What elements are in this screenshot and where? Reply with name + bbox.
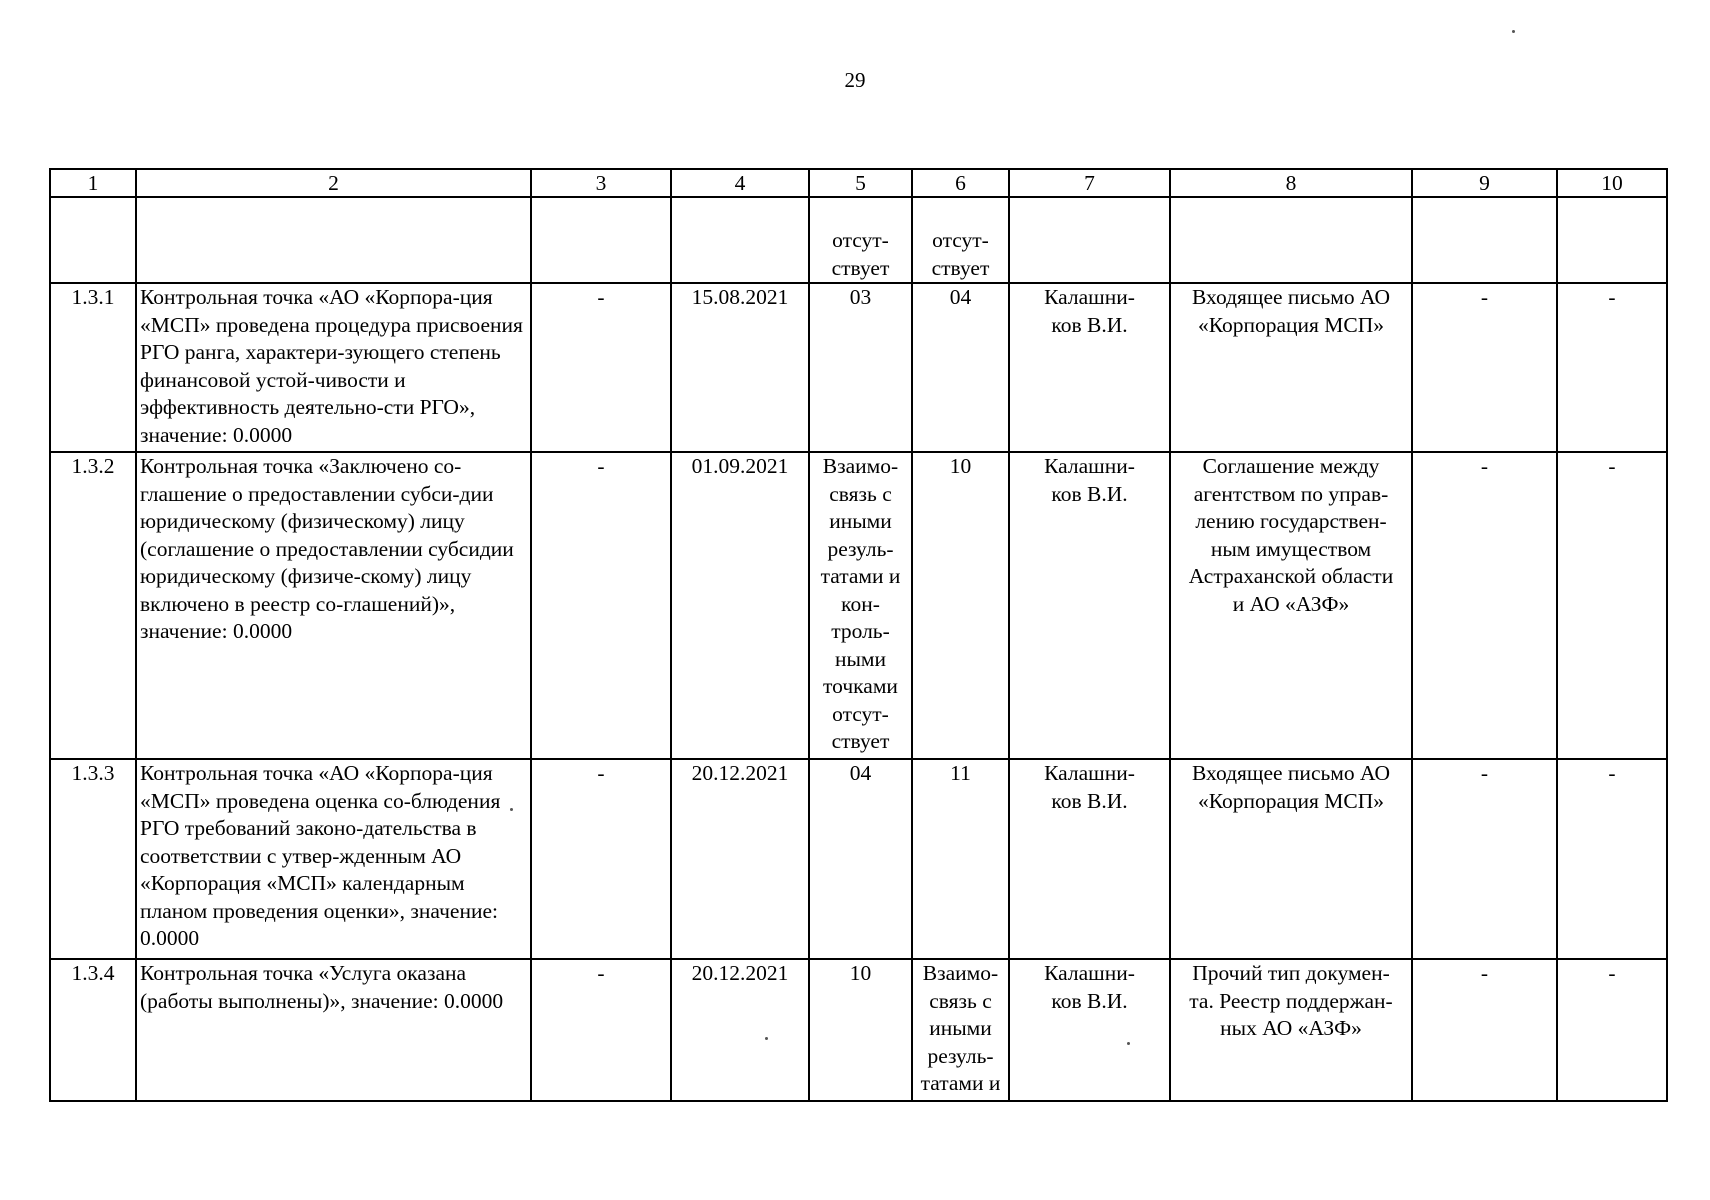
dash-cell: - <box>531 452 671 759</box>
table-row <box>50 959 1667 1101</box>
empty-cell <box>1170 197 1412 283</box>
empty-cell <box>531 197 671 283</box>
empty-cell <box>671 197 809 283</box>
date-cell: 15.08.2021 <box>671 283 809 452</box>
column-header: 9 <box>1412 169 1557 197</box>
dash-cell: - <box>1557 452 1667 759</box>
table-row <box>50 759 1667 959</box>
dash-cell: - <box>1557 759 1667 959</box>
dash-cell: - <box>1557 283 1667 452</box>
responsible-cell: Калашни- ков В.И. <box>1009 959 1170 1101</box>
successor-cell: 10 <box>912 452 1009 759</box>
column-header: 3 <box>531 169 671 197</box>
control-points-table <box>49 168 1668 1102</box>
dash-cell: - <box>531 283 671 452</box>
predecessor-cell: 04 <box>809 759 912 959</box>
column-header: 10 <box>1557 169 1667 197</box>
predecessor-cell: 10 <box>809 959 912 1101</box>
table-row <box>50 283 1667 452</box>
responsible-cell: Калашни- ков В.И. <box>1009 283 1170 452</box>
date-cell: 20.12.2021 <box>671 959 809 1101</box>
date-cell: 01.09.2021 <box>671 452 809 759</box>
document-cell: Входящее письмо АО «Корпорация МСП» <box>1170 283 1412 452</box>
control-point-name: Контрольная точка «Заключено со-глашение о предоставлении субси-дии юридическому (физическому) лицу (соглашение о предоставлении субсидии юридическому (физиче-скому) лицу включено в реестр со-глашений)», значение: 0.0000 <box>136 452 531 759</box>
dash-cell: - <box>531 959 671 1101</box>
interrelation-cell: отсут- ствует <box>912 197 1009 283</box>
predecessor-cell: 03 <box>809 283 912 452</box>
document-cell: Входящее письмо АО «Корпорация МСП» <box>1170 759 1412 959</box>
column-header: 2 <box>136 169 531 197</box>
dash-cell: - <box>1412 283 1557 452</box>
empty-cell <box>1009 197 1170 283</box>
column-header: 5 <box>809 169 912 197</box>
successor-cell: Взаимо- связь с иными резуль- татами и <box>912 959 1009 1101</box>
continuation-row <box>50 197 1667 283</box>
date-cell: 20.12.2021 <box>671 759 809 959</box>
column-header: 7 <box>1009 169 1170 197</box>
responsible-cell: Калашни- ков В.И. <box>1009 759 1170 959</box>
column-header: 8 <box>1170 169 1412 197</box>
row-number: 1.3.2 <box>50 452 136 759</box>
row-number: 1.3.1 <box>50 283 136 452</box>
predecessor-cell: Взаимо- связь с иными резуль- татами и кон- троль- ными точками отсут- ствует <box>809 452 912 759</box>
empty-cell <box>136 197 531 283</box>
dash-cell: - <box>1412 452 1557 759</box>
empty-cell <box>50 197 136 283</box>
row-number: 1.3.3 <box>50 759 136 959</box>
page-number: 29 <box>844 68 866 92</box>
row-number: 1.3.4 <box>50 959 136 1101</box>
table-row <box>50 452 1667 759</box>
successor-cell: 11 <box>912 759 1009 959</box>
column-header: 4 <box>671 169 809 197</box>
control-point-name: Контрольная точка «АО «Корпора-ция «МСП» проведена процедура присвоения РГО ранга, характери-зующего степень финансовой устой-чивости и эффективность деятельно-сти РГО», значение: 0.0000 <box>136 283 531 452</box>
empty-cell <box>1412 197 1557 283</box>
dash-cell: - <box>1557 959 1667 1101</box>
document-cell: Соглашение между агентством по управ- лению государствен- ным имуществом Астраханской области и АО «АЗФ» <box>1170 452 1412 759</box>
dash-cell: - <box>1412 759 1557 959</box>
interrelation-cell: отсут- ствует <box>809 197 912 283</box>
control-point-name: Контрольная точка «Услуга оказана (работы выполнены)», значение: 0.0000 <box>136 959 531 1101</box>
dash-cell: - <box>1412 959 1557 1101</box>
column-header: 6 <box>912 169 1009 197</box>
control-point-name: Контрольная точка «АО «Корпора-ция «МСП» проведена оценка со-блюдения РГО требований законо-дательства в соответствии с утвер-жденным АО «Корпорация «МСП» календарным планом проведения оценки», значение: 0.0000 <box>136 759 531 959</box>
column-number-row <box>50 169 1667 197</box>
scan-speck <box>1512 30 1515 33</box>
document-cell: Прочий тип докумен- та. Реестр поддержан- ных АО «АЗФ» <box>1170 959 1412 1101</box>
successor-cell: 04 <box>912 283 1009 452</box>
empty-cell <box>1557 197 1667 283</box>
dash-cell: - <box>531 759 671 959</box>
responsible-cell: Калашни- ков В.И. <box>1009 452 1170 759</box>
column-header: 1 <box>50 169 136 197</box>
